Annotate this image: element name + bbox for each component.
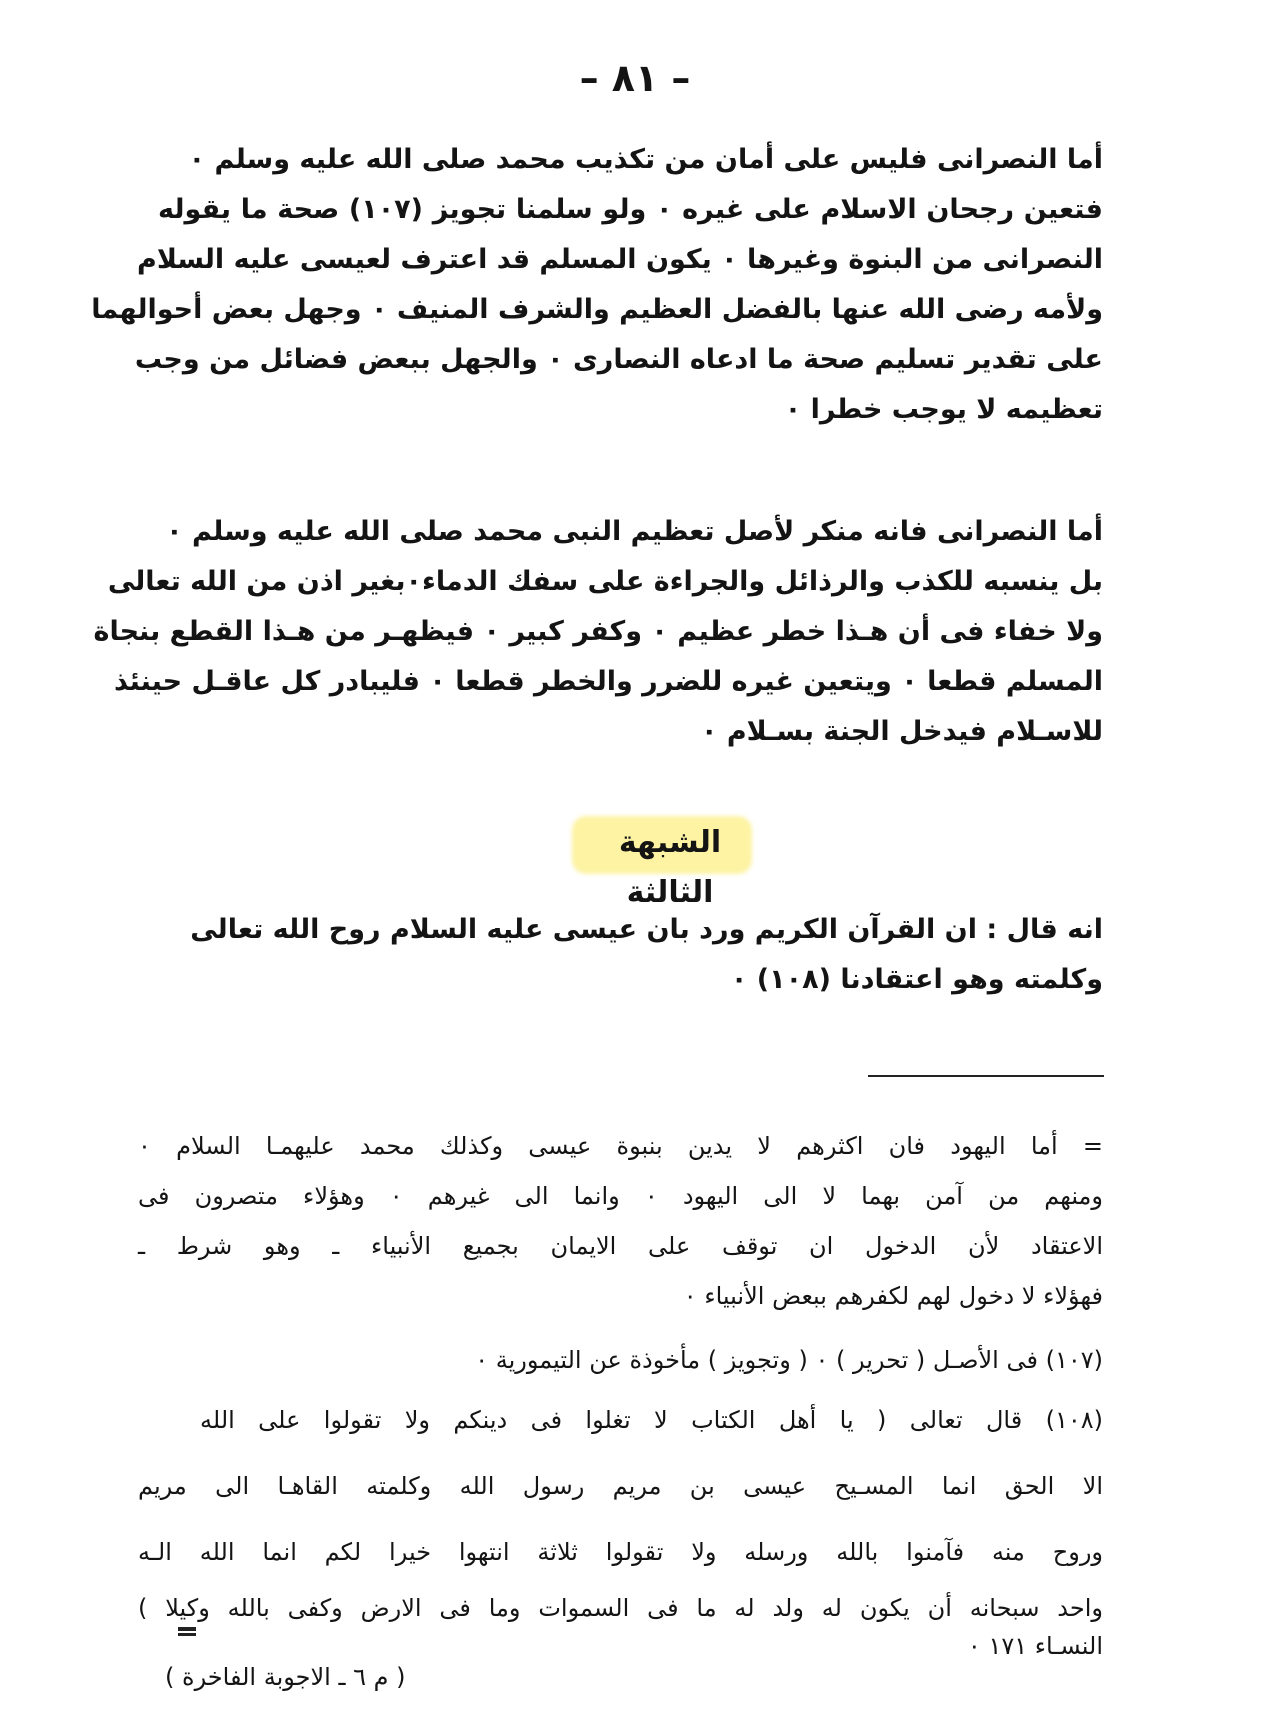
paragraph2-line: المسلم قطعا ٠ ويتعين غيره للضرر والخطر قطعا ٠ فليبادر كل عاقـل حينئذ (114, 666, 1103, 697)
footnote-line: الاعتقاد لأن الدخول ان توقف على الايمان بجميع الأنبياء ـ وهو شرط ـ (138, 1232, 1103, 1260)
page-number: – ٨١ – (579, 56, 691, 100)
footnote-108-line: واحد سبحانه أن يكون له ولد له ما فى السموات وما فى الارض وكفى بالله وكيلا ) (138, 1594, 1103, 1622)
footnote-108-line: (١٠٨) قال تعالى ( يا أهل الكتاب لا تغلوا فى دينكم ولا تقولوا على الله (200, 1406, 1103, 1434)
footnote-line: ومنهم من آمن بهما لا الى اليهود ٠ وانما الى غيرهم ٠ وهؤلاء متصرون فى (138, 1182, 1104, 1210)
paragraph2-line: أما النصرانى فانه منكر لأصل تعظيم النبى محمد صلى الله عليه وسلم ٠ (166, 516, 1103, 547)
paragraph1-line: النصرانى من البنوة وغيرها ٠ يكون المسلم قد اعترف لعيسى عليه السلام (137, 244, 1103, 275)
footnote-line: فهؤلاء لا دخول لهم لكفرهم ببعض الأنبياء ٠ (683, 1282, 1103, 1310)
source-line: ( م ٦ ـ الاجوبة الفاخرة ) (165, 1663, 406, 1691)
paragraph2-line: ولا خفاء فى أن هـذا خطر عظيم ٠ وكفر كبير ٠ فيظهـر من هـذا القطع بنجاة (93, 616, 1103, 647)
paragraph1-line: تعظيمه لا يوجب خطرا ٠ (784, 394, 1103, 425)
footnote-108-line: الا الحق انما المسـيح عيسى بن مريم رسول الله وكلمته القاهـا الى مريم (138, 1472, 1103, 1500)
footnote-line: = أما اليهود فان اكثرهم لا يدين بنبوة عيسى وكذلك محمد عليهمـا السلام ٠ (138, 1132, 1103, 1160)
section-heading: الشبهة الثالثة (618, 825, 722, 910)
footnote-108-line: النسـاء ١٧١ ٠ (967, 1632, 1103, 1660)
footnote-107: (١٠٧) فى الأصـل ( تحرير ) ٠ ( وتجويز ) مأخوذة عن التيمورية ٠ (475, 1346, 1103, 1374)
footnote-108-line: وروح منه فآمنوا بالله ورسله ولا تقولوا ثلاثة انتهوا خيرا لكم انما الله الـه (138, 1538, 1103, 1566)
paragraph3-line: انه قال : ان القرآن الكريم ورد بان عيسى عليه السلام روح الله تعالى (190, 914, 1103, 945)
paragraph2-line: للاسـلام فيدخل الجنة بسـلام ٠ (700, 716, 1103, 747)
signature-mark (178, 1627, 196, 1631)
paragraph1-line: ولأمه رضى الله عنها بالفضل العظيم والشرف المنيف ٠ وجهل بعض أحوالهما (91, 294, 1103, 325)
paragraph2-line: بل ينسبه للكذب والرذائل والجراءة على سفك الدماء٠بغير اذن من الله تعالى (107, 566, 1103, 597)
paragraph1-line: أما النصرانى فليس على أمان من تكذيب محمد صلى الله عليه وسلم ٠ (188, 144, 1103, 175)
footnote-divider (868, 1075, 1104, 1077)
paragraph1-line: فتعين رجحان الاسلام على غيره ٠ ولو سلمنا تجويز (١٠٧) صحة ما يقوله (158, 194, 1103, 225)
paragraph3-line: وكلمته وهو اعتقادنا (١٠٨) ٠ (730, 964, 1103, 995)
paragraph1-line: على تقدير تسليم صحة ما ادعاه النصارى ٠ والجهل ببعض فضائل من وجب (134, 344, 1103, 375)
